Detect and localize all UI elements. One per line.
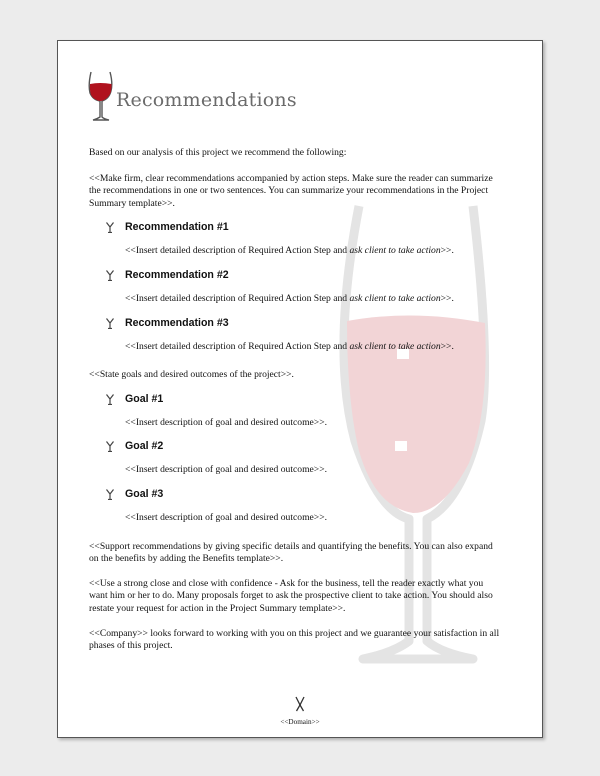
page-footer	[58, 696, 542, 727]
page-title: Recommendations	[116, 89, 297, 111]
recommendations-list	[89, 221, 501, 353]
wine-glass-bullet-icon	[106, 222, 114, 233]
wine-glass-logo	[88, 71, 114, 123]
goals-intro: <<State goals and desired outcomes of the project>>.	[89, 369, 294, 381]
close-paragraph: <<Use a strong close and close with confidence - Ask for the business, tell the reader exactly what you want him or her to do. Many proposals forget to ask the prospective client to take action. You should also restate your request for action in the Project Summary template>>.	[89, 577, 493, 614]
footer-domain: <<Domain>>	[280, 718, 320, 726]
wine-glass-bullet-icon	[106, 441, 114, 452]
recommendations-intro: <<Make firm, clear recommendations accompanied by action steps. Make sure the reader can summarize the recommendations in one or two sentences. You can summarize your recommendations in the Project Summary template>>.	[89, 172, 493, 209]
goal-title: Goal #2	[125, 440, 164, 453]
wine-glass-bullet-icon	[106, 270, 114, 281]
goals-list	[89, 393, 501, 525]
recommendation-title: Recommendation #3	[125, 316, 229, 329]
recommendation-description: <<Insert detailed description of Required Action Step and ask client to take action>>.	[125, 245, 454, 257]
goal-title: Goal #1	[125, 392, 164, 405]
support-paragraph: <<Support recommendations by giving specific details and quantifying the benefits. You can also expand on the benefits by adding the Benefits template>>.	[89, 540, 493, 565]
fork-knife-icon	[294, 696, 306, 712]
goal-item	[89, 440, 501, 477]
intro-text: Based on our analysis of this project we recommend the following:	[89, 147, 347, 158]
goal-description: <<Insert description of goal and desired outcome>>.	[125, 416, 328, 428]
document-page	[57, 40, 543, 738]
recommendation-item	[89, 317, 501, 354]
wine-glass-bullet-icon	[106, 318, 114, 329]
goal-item	[89, 393, 501, 430]
goal-title: Goal #3	[125, 487, 164, 500]
recommendation-title: Recommendation #1	[125, 221, 229, 234]
recommendation-description: <<Insert detailed description of Required Action Step and ask client to take action>>.	[125, 340, 454, 352]
goal-description: <<Insert description of goal and desired outcome>>.	[125, 464, 328, 476]
goal-description: <<Insert description of goal and desired outcome>>.	[125, 511, 328, 523]
recommendation-description: <<Insert detailed description of Required Action Step and ask client to take action>>.	[125, 292, 454, 304]
recommendation-item	[89, 221, 501, 258]
wine-glass-bullet-icon	[106, 394, 114, 405]
document-body	[89, 147, 501, 665]
recommendation-item	[89, 269, 501, 306]
wine-glass-bullet-icon	[106, 489, 114, 500]
goal-item	[89, 488, 501, 525]
company-paragraph: <<Company>> looks forward to working with you on this project and we guarantee your satisfaction in all phases of this project.	[89, 627, 500, 652]
recommendation-title: Recommendation #2	[125, 268, 229, 281]
